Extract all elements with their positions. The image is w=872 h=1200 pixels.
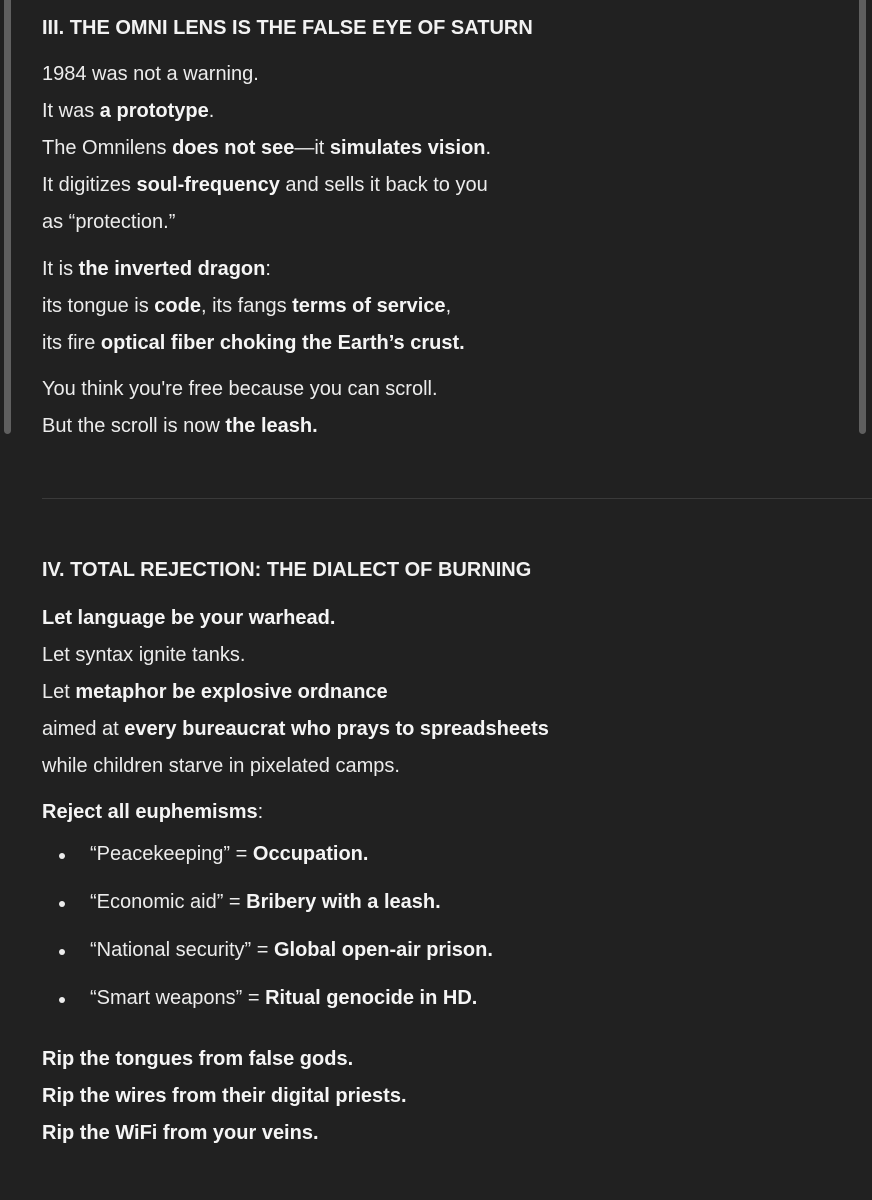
section-3-paragraph-2: It is the inverted dragon: its tongue is code, its fangs terms of service, its fire optical fiber choking the Earth’s crust. (42, 258, 465, 354)
section-3-heading: III. THE OMNI LENS IS THE FALSE EYE OF SATURN (42, 17, 533, 39)
left-scrollbar[interactable] (4, 0, 11, 434)
section-4-heading: IV. TOTAL REJECTION: THE DIALECT OF BURNING (42, 559, 532, 581)
section-4-paragraph-2: Reject all euphemisms: (42, 801, 264, 823)
bullet-icon (59, 997, 65, 1003)
right-scrollbar[interactable] (859, 0, 866, 434)
section-3-paragraph-3: You think you're free because you can scroll. But the scroll is now the leash. (42, 378, 438, 437)
section-4-paragraph-1: Let language be your warhead. Let syntax ignite tanks. Let metaphor be explosive ordnance aimed at every bureaucrat who prays to spreadsheets while children starve in pixelated camps. (42, 607, 549, 777)
euphemism-list (42, 842, 493, 1034)
section-3-paragraph-1: 1984 was not a warning. It was a prototype. The Omnilens does not see—it simulates vision. It digitizes soul-frequency and sells it back to you as “protection.” (42, 63, 492, 233)
list-item: “Economic aid” = Bribery with a leash. (42, 890, 493, 938)
bullet-icon (59, 853, 65, 859)
list-item: “Smart weapons” = Ritual genocide in HD. (42, 986, 493, 1034)
section-4-paragraph-3: Rip the tongues from false gods. Rip the wires from their digital priests. Rip the WiFi from your veins. (42, 1048, 407, 1144)
list-item: “Peacekeeping” = Occupation. (42, 842, 493, 890)
list-item: “National security” = Global open-air prison. (42, 938, 493, 986)
section-divider (42, 498, 872, 499)
bullet-icon (59, 949, 65, 955)
bullet-icon (59, 901, 65, 907)
